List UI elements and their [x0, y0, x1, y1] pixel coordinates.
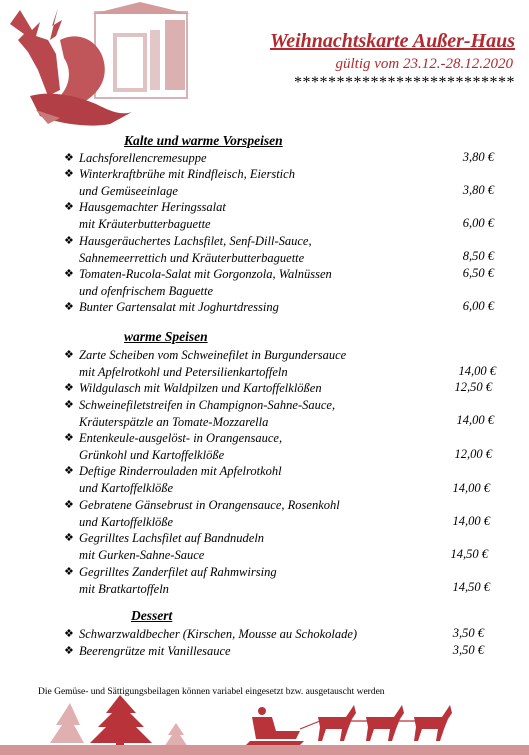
item-price: 3,50 €	[452, 643, 484, 657]
list-item: ❖ Schweinefiletstreifen in Champignon-Sahne-Sauce, Kräuterspätzle an Tomate-Mozzarella	[64, 398, 336, 429]
diamond-bullet-icon: ❖	[64, 628, 74, 640]
item-price: 14,00 €	[458, 364, 496, 378]
deer-horse-house-logo-icon	[0, 0, 200, 130]
diamond-bullet-icon: ❖	[64, 399, 74, 411]
list-item: ❖ Deftige Rinderrouladen mit Apfelrotkohl und Kartoffelklöße	[64, 464, 282, 495]
item-price: 6,00 €	[462, 216, 494, 230]
item-price: 14,00 €	[452, 514, 490, 528]
diamond-bullet-icon: ❖	[64, 268, 74, 280]
item-price: 14,00 €	[456, 413, 494, 427]
item-price: 14,50 €	[452, 580, 490, 594]
item-price: 14,50 €	[450, 547, 488, 561]
diamond-bullet-icon: ❖	[64, 235, 74, 247]
list-item: ❖ Zarte Scheiben vom Schweinefilet in Burgundersauce mit Apfelrotkohl und Petersilienkartoffeln	[64, 348, 347, 379]
section-heading-vorspeisen: Kalte und warme Vorspeisen	[124, 133, 283, 148]
diamond-bullet-icon: ❖	[64, 499, 74, 511]
list-item: ❖ Hausgeräuchertes Lachsfilet, Senf-Dill-Sauce, Sahnemeerrettich und Kräuterbutterbaguette	[64, 234, 312, 265]
diamond-bullet-icon: ❖	[64, 168, 74, 180]
section-heading-warme-speisen: warme Speisen	[124, 329, 208, 344]
diamond-bullet-icon: ❖	[64, 201, 74, 213]
list-item: ❖ Tomaten-Rucola-Salat mit Gorgonzola, Walnüssen und ofenfrischem Baguette	[64, 267, 332, 298]
footnote: Die Gemüse- und Sättigungsbeilagen können variabel eingesetzt bzw. ausgetauscht werden	[38, 687, 385, 697]
list-item: ❖ Lachsforellencremesuppe	[64, 151, 207, 165]
diamond-bullet-icon: ❖	[64, 432, 74, 444]
christmas-tree-sleigh-reindeer-icon	[0, 695, 529, 755]
list-item: ❖ Entenkeule-ausgelöst- in Orangensauce, Grünkohl und Kartoffelklöße	[64, 431, 283, 462]
list-item: ❖ Gegrilltes Lachsfilet auf Bandnudeln mit Gurken-Sahne-Sauce	[64, 531, 265, 562]
star-divider: **************************	[294, 74, 515, 91]
item-price: 3,80 €	[462, 150, 494, 164]
item-price: 12,00 €	[454, 447, 492, 461]
diamond-bullet-icon: ❖	[64, 349, 74, 361]
diamond-bullet-icon: ❖	[64, 532, 74, 544]
menu-title: Weihnachtskarte Außer-Haus	[269, 30, 515, 52]
item-price: 8,50 €	[462, 249, 494, 263]
validity-dates: gültig vom 23.12.-28.12.2020	[335, 56, 513, 72]
list-item: ❖ Beerengrütze mit Vanillesauce	[64, 644, 231, 658]
list-item: ❖ Hausgemachter Heringssalat mit Kräuterbutterbaguette	[64, 200, 226, 231]
item-price: 6,50 €	[462, 266, 494, 280]
item-price: 3,80 €	[462, 183, 494, 197]
item-price: 6,00 €	[462, 299, 494, 313]
section-heading-dessert: Dessert	[131, 608, 173, 623]
diamond-bullet-icon: ❖	[64, 566, 74, 578]
list-item: ❖ Wildgulasch mit Waldpilzen und Kartoffelklößen	[64, 381, 322, 395]
diamond-bullet-icon: ❖	[64, 465, 74, 477]
item-price: 12,50 €	[454, 380, 492, 394]
list-item: ❖ Gegrilltes Zanderfilet auf Rahmwirsing mit Bratkartoffeln	[64, 565, 277, 596]
item-price: 14,00 €	[452, 481, 490, 495]
item-price: 3,50 €	[452, 626, 484, 640]
diamond-bullet-icon: ❖	[64, 645, 74, 657]
list-item: ❖ Schwarzwaldbecher (Kirschen, Mousse au Schokolade)	[64, 627, 358, 641]
diamond-bullet-icon: ❖	[64, 382, 74, 394]
list-item: ❖ Gebratene Gänsebrust in Orangensauce, Rosenkohl und Kartoffelklöße	[64, 498, 340, 529]
diamond-bullet-icon: ❖	[64, 152, 74, 164]
list-item: ❖ Winterkraftbrühe mit Rindfleisch, Eierstich und Gemüseeinlage	[64, 167, 295, 198]
diamond-bullet-icon: ❖	[64, 301, 74, 313]
list-item: ❖ Bunter Gartensalat mit Joghurtdressing	[64, 300, 279, 314]
